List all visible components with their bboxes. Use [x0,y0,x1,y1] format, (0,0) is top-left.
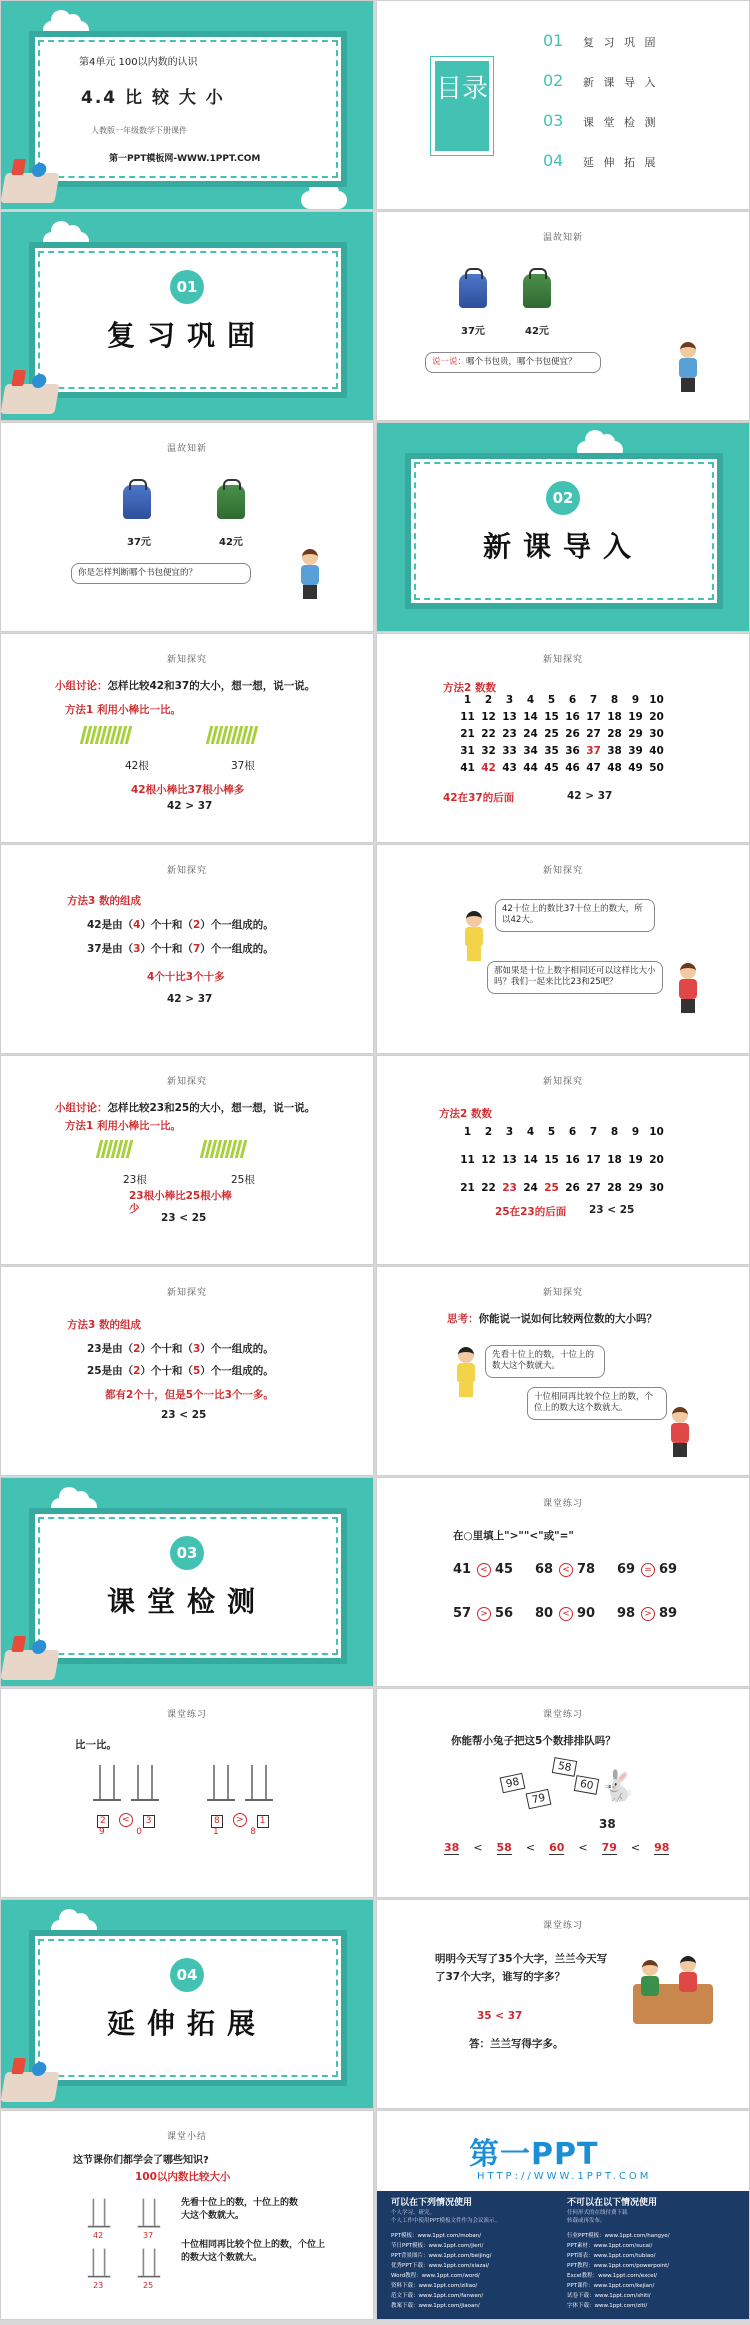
compare-text: 23 < 25 [161,1409,207,1421]
section-slide-04[interactable] [1,1900,373,2108]
toc-number: 02 [543,71,564,90]
section-number: 01 [170,270,204,304]
order-token: 38 [444,1841,460,1854]
grid-cell: 6 [568,694,577,706]
question: 这节课你们都学会了哪些知识? [73,2155,209,2166]
grid-cell: 9 [631,1126,640,1138]
lesson-title: 4.4 比 较 大 小 [81,88,225,108]
book-icon [1,1650,60,1680]
explore-composition-23-25[interactable] [1,1267,373,1475]
credit-link[interactable]: Excel教程：www.1ppt.com/excel/ [567,2273,658,2279]
grid-cell: 13 [502,1154,517,1166]
result-text: 23根小棒比25根小棒少 [129,1190,232,1215]
section-number: 02 [546,481,580,515]
bubble-2: 那如果是十位上数字相同还可以这样比大小吗？我们一起来比比23和25吧？ [487,961,663,994]
order-token: 98 [654,1841,670,1854]
review-slide-2[interactable] [1,423,373,631]
question: 比一比。 [75,1739,117,1751]
compare-text: 42 > 37 [167,800,213,812]
grid-cell: 23 [502,728,517,740]
grid-cell: 32 [481,745,496,757]
sticks-42 [81,726,131,746]
order-token: < [525,1841,536,1854]
answer: 答：兰兰写得字多。 [469,2038,564,2050]
discuss-text: 怎样比较23和25的大小，想一想，说一说。 [107,1102,316,1114]
green-bag-icon [217,485,245,519]
bubble-1: 42十位上的数比37十位上的数大，所以42大。 [495,899,655,932]
slide-header: 课堂练习 [542,1499,583,1509]
discuss-line [55,1100,315,1115]
slide-header: 课堂小结 [166,2132,207,2142]
discuss-label: 小组讨论： [55,1102,108,1114]
number-card[interactable]: 60 [574,1775,600,1795]
credit-link[interactable]: 教案下载：www.1ppt.com/jiaoan/ [391,2303,480,2309]
grid-cell: 15 [544,711,559,723]
abacus-label: 23 [93,2281,104,2290]
grid-cell: 6 [568,1126,577,1138]
grid-cell: 17 [586,711,601,723]
grid-cell: 28 [607,1182,622,1194]
think-text: 你能说一说如何比较两位数的大小吗？ [478,1313,657,1325]
grid-cell: 36 [565,745,580,757]
book-icon [1,173,60,203]
compare-left: 69 [617,1562,636,1577]
grid-cell: 20 [649,1154,664,1166]
girl-icon [455,1347,477,1397]
grid-cell: 25 [544,728,559,740]
number-card[interactable]: 98 [500,1773,526,1794]
order-answer [437,1841,676,1854]
slide-header: 温故知新 [166,444,207,454]
explore-sticks-23-25[interactable] [1,1056,373,1264]
explore-count-23-25[interactable] [377,1056,749,1264]
compare-op-circle[interactable]: < [477,1563,491,1577]
section-number: 03 [170,1536,204,1570]
compare-right: 90 [577,1606,596,1621]
compare-left: 41 [453,1562,472,1577]
toc-badge: 目录 [431,57,493,155]
method-label: 方法1 利用小棒比一比。 [65,1120,181,1132]
bubble-2: 十位相同再比较个位上的数，个位上的数大这个数就大。 [527,1387,667,1420]
credit-link[interactable]: 优秀PPT下载：www.1ppt.com/xiazai/ [391,2263,490,2269]
slide-header: 新知探究 [166,655,207,665]
section-number: 04 [170,1958,204,1992]
abacus-label: 25 [143,2281,154,2290]
grid-cell: 18 [607,1154,622,1166]
grid-cell: 41 [460,762,475,774]
compare-text: 23 < 25 [161,1212,207,1224]
grid-cell: 35 [544,745,559,757]
credit-link[interactable]: PPT课件：www.1ppt.com/kejian/ [567,2283,655,2289]
toc-item-label[interactable]: 复 习 巩 固 [583,36,659,49]
grid-cell: 46 [565,762,580,774]
sticks-37 [207,726,257,746]
grid-cell: 11 [460,1154,475,1166]
slide-header: 温故知新 [542,233,583,243]
toc-number: 01 [543,31,564,50]
order-token: < [473,1841,483,1854]
compare-right: 69 [659,1562,678,1577]
price-b: 42元 [525,326,549,337]
discuss-label: 小组讨论： [55,680,108,692]
question-bubble [425,352,601,373]
grid-cell: 8 [610,1126,619,1138]
grid-cell: 29 [628,728,643,740]
toc-number: 03 [543,111,564,130]
grid-cell: 23 [502,1182,517,1194]
grid-cell: 34 [523,745,538,757]
grid-cell: 10 [649,1126,664,1138]
compare-right: 78 [577,1562,596,1577]
grid-cell: 25 [544,1182,559,1194]
practice-compare[interactable] [377,1478,749,1686]
section-slide-02[interactable] [377,423,749,631]
brand-logo: 第一PPT [469,2137,599,2172]
practice-order[interactable] [377,1689,749,1897]
section-title: 课堂检测 [106,1585,267,1618]
grid-cell: 27 [586,728,601,740]
compare-op-circle[interactable]: > [477,1607,491,1621]
compare-right: 56 [495,1606,514,1621]
explore-count-42-37[interactable] [377,634,749,842]
question-text: 哪个书包贵，哪个书包便宜？ [466,357,577,367]
grid-cell: 24 [523,1182,538,1194]
grid-cell: 39 [628,745,643,757]
explore-sticks-42-37[interactable] [1,634,373,842]
grid-cell: 11 [460,711,475,723]
grid-row [457,694,667,711]
slide-header: 课堂练习 [166,1710,207,1720]
grid-cell: 16 [565,1154,580,1166]
abacus-icon [93,1765,121,1801]
practice-abacus[interactable] [1,1689,373,1897]
boy-icon [299,549,321,599]
compare-left: 57 [453,1606,472,1621]
grid-cell: 19 [628,711,643,723]
think-line [447,1311,657,1326]
title-slide[interactable] [1,1,373,209]
method-label: 方法2 数数 [443,682,496,694]
grid-cell: 38 [607,745,622,757]
abacus-label: 42 [93,2231,104,2240]
forbidden-line: 任何形式的在线付费下载 [567,2210,628,2216]
compare-left: 68 [535,1562,554,1577]
slide-header: 新知探究 [166,1077,207,1087]
credit-link[interactable]: Word教程：www.1ppt.com/word/ [391,2273,480,2279]
slide-header: 新知探究 [542,655,583,665]
allowed-title: 可以在下列情况使用 [391,2198,473,2208]
number-grid [457,694,667,779]
discuss-text: 怎样比较42和37的大小，想一想，说一说。 [107,680,316,692]
grid-cell: 1 [463,694,472,706]
toc-number: 04 [543,151,564,170]
grid-cell: 26 [565,1182,580,1194]
number-card[interactable]: 79 [526,1789,552,1810]
allowed-line: 个人学习、研究。 [391,2210,436,2216]
rabbit-number: 38 [599,1817,616,1831]
section-slide-01[interactable] [1,212,373,420]
compare-text: 42 > 37 [567,790,613,802]
rabbit-icon: 🐇 [599,1769,637,1804]
left-ones: 9 0 [99,1827,142,1837]
credit-link[interactable]: PPT背景图片：www.1ppt.com/beijing/ [391,2253,492,2259]
blue-bag-icon [123,485,151,519]
grid-cell: 47 [586,762,601,774]
toc-slide[interactable] [377,1,749,209]
compare-right: 89 [659,1606,678,1621]
review-slide-1[interactable] [377,212,749,420]
slide-header: 课堂练习 [542,1921,583,1931]
credit-link[interactable]: PPT素材：www.1ppt.com/sucai/ [567,2243,653,2249]
think-label: 思考： [447,1313,479,1325]
method-label: 方法2 数数 [439,1108,492,1120]
explore-dialog-2[interactable] [377,1267,749,1475]
composition-line-1: 23是由（2）个十和（3）个一组成的。 [87,1343,274,1355]
grid-cell: 2 [484,694,493,706]
section-slide-03[interactable] [1,1478,373,1686]
result-text: 42根小棒比37根小棒多 [131,784,245,796]
method-label: 方法1 利用小棒比一比。 [65,704,181,716]
abacus-icon [138,2199,160,2228]
book-icon [1,384,60,414]
toc-item-label[interactable]: 新 课 导 入 [583,76,659,89]
sticks-25 [201,1140,246,1160]
cloud [301,191,347,209]
unit-label: 第4单元 100以内数的认识 [79,57,198,68]
price-a: 37元 [461,326,485,337]
abacus-icon [138,2249,160,2278]
method-label: 方法3 数的组成 [67,895,141,907]
right-compare: 8 > 1 [211,1813,269,1828]
order-token: < [630,1841,641,1854]
slide-header: 新知探究 [542,866,583,876]
grid-cell: 3 [505,1126,514,1138]
grid-cell: 42 [481,762,496,774]
practice-word-problem[interactable] [377,1900,749,2108]
grid-cell: 16 [565,711,580,723]
grid-cell: 21 [460,728,475,740]
boy-icon [639,1960,661,2010]
grid-cell: 5 [547,694,556,706]
prompt-label: 说一说： [432,357,467,367]
grid-cell: 19 [628,1154,643,1166]
grid-cell: 12 [481,1154,496,1166]
grid-cell: 22 [481,728,496,740]
order-token: 58 [496,1841,512,1854]
compare-left: 80 [535,1606,554,1621]
credit-link[interactable]: 资料下载：www.1ppt.com/ziliao/ [391,2283,478,2289]
grid-cell: 7 [589,1126,598,1138]
boy-icon [677,963,699,1013]
publisher-label: 人教版一年级数学下册课件 [91,126,187,135]
grid-cell: 50 [649,762,664,774]
instruction: 在○里填上">""<"或"=" [453,1530,574,1542]
grid-cell: 43 [502,762,517,774]
topic: 100以内数比较大小 [135,2171,231,2183]
slide-header: 新知探究 [166,866,207,876]
green-bag-icon [523,274,551,308]
grid-cell: 40 [649,745,664,757]
credit-link[interactable]: PPT图表：www.1ppt.com/tubiao/ [567,2253,656,2259]
grid-row [457,711,667,728]
grid-cell: 28 [607,728,622,740]
grid-cell: 18 [607,711,622,723]
grid-cell: 14 [523,711,538,723]
grid-cell: 30 [649,1182,664,1194]
grid-cell: 49 [628,762,643,774]
price-b: 42元 [219,537,243,548]
grid-cell: 15 [544,1154,559,1166]
boy-icon [677,342,699,392]
compare-op-circle[interactable]: < [559,1563,573,1577]
girl-icon [463,911,485,961]
section-title: 复习巩固 [106,319,267,352]
result-text: 都有2个十，但是5个一比3个一多。 [105,1389,274,1401]
grid-cell: 45 [544,762,559,774]
order-token: < [578,1841,588,1854]
book-icon [1,2072,60,2102]
grid-cell: 5 [547,1126,556,1138]
abacus-icon [88,2249,110,2278]
right-ones: 1 8 [213,1827,256,1837]
grid-cell: 24 [523,728,538,740]
abacus-icon [245,1765,273,1801]
brand-url: HTTP://WWW.1PPT.COM [477,2171,652,2182]
result-text: 25在23的后面 [495,1206,567,1218]
method-label: 方法3 数的组成 [67,1319,141,1331]
compare-left: 98 [617,1606,636,1621]
girl-icon [677,1956,699,2006]
grid-cell: 22 [481,1182,496,1194]
grid-cell: 4 [526,1126,535,1138]
grid-cell: 37 [586,745,601,757]
composition-line-1: 42是由（4）个十和（2）个一组成的。 [87,919,274,931]
credit-link[interactable]: 范文下载：www.1ppt.com/fanwen/ [391,2293,484,2299]
compare-op-circle[interactable]: = [641,1563,655,1577]
grid-cell: 33 [502,745,517,757]
grid-row [457,1126,667,1154]
explore-dialog-1[interactable] [377,845,749,1053]
grid-row [457,1154,667,1182]
grid-row [457,728,667,745]
grid-cell: 3 [505,694,514,706]
question: 你能帮小兔子把这5个数排排队吗？ [451,1735,616,1747]
grid-row [457,745,667,762]
abacus-icon [88,2199,110,2228]
discuss-line [55,678,315,693]
rule-2: 十位相同再比较个位上的数，个位上的数大这个数就大。 [181,2240,326,2263]
number-card[interactable]: 58 [552,1757,578,1777]
compare-text: 35 < 37 [477,2010,523,2022]
composition-line-2: 25是由（2）个十和（5）个一组成的。 [87,1365,274,1377]
grid-cell: 12 [481,711,496,723]
order-token: 60 [549,1841,565,1854]
site-label: 第一PPT模板网-WWW.1PPT.COM [109,154,261,164]
grid-cell: 48 [607,762,622,774]
compare-op-circle[interactable]: > [641,1607,655,1621]
explore-composition-42-37[interactable] [1,845,373,1053]
grid-cell: 14 [523,1154,538,1166]
left-compare: 2 < 3 [97,1813,155,1828]
credit-link[interactable]: 节日PPT模板：www.1ppt.com/jieri/ [391,2243,484,2249]
slide-header: 课堂练习 [542,1710,583,1720]
grid-row [457,762,667,779]
sticks-23 [97,1140,132,1160]
grid-cell: 26 [565,728,580,740]
grid-cell: 44 [523,762,538,774]
grid-cell: 29 [628,1182,643,1194]
credits-slide[interactable] [377,2111,749,2319]
abacus-label: 37 [143,2231,154,2240]
grid-cell: 7 [589,694,598,706]
composition-line-2: 37是由（3）个十和（7）个一组成的。 [87,943,274,955]
grid-cell: 13 [502,711,517,723]
number-grid [457,1126,667,1210]
slide-header: 新知探究 [166,1288,207,1298]
question: 明明今天写了35个大字，兰兰今天写了37个大字，谁写的字多？ [435,1953,608,1983]
compare-text: 23 < 25 [589,1204,635,1216]
grid-cell: 1 [463,1126,472,1138]
abacus-icon [207,1765,235,1801]
grid-cell: 2 [484,1126,493,1138]
grid-cell: 9 [631,694,640,706]
label-b: 25根 [231,1174,255,1186]
label-b: 37根 [231,760,255,772]
grid-cell: 27 [586,1182,601,1194]
forbidden-title: 不可以在以下情况使用 [567,2198,658,2208]
summary-slide[interactable] [1,2111,373,2319]
price-a: 37元 [127,537,151,548]
label-a: 42根 [125,760,149,772]
credit-link[interactable]: 试卷下载：www.1ppt.com/shiti/ [567,2293,651,2299]
result-text: 42在37的后面 [443,792,515,804]
label-a: 23根 [123,1174,147,1186]
blue-bag-icon [459,274,487,308]
bubble-1: 先看十位上的数，十位上的数大这个数就大。 [485,1345,605,1378]
result-text: 4个十比3个十多 [147,971,225,983]
toc-item-label[interactable]: 课 堂 检 测 [583,116,659,129]
section-title: 新课导入 [482,530,643,563]
compare-op-circle[interactable]: < [559,1607,573,1621]
slide-header: 新知探究 [542,1288,583,1298]
credit-link[interactable]: 字体下载：www.1ppt.com/ziti/ [567,2303,648,2309]
slide-header: 新知探究 [542,1077,583,1087]
grid-cell: 20 [649,711,664,723]
grid-cell: 31 [460,745,475,757]
allowed-line: 个人工作中使用PPT模板文件作为会议演示。 [391,2218,500,2224]
grid-cell: 8 [610,694,619,706]
grid-cell: 10 [649,694,664,706]
grid-cell: 21 [460,1182,475,1194]
compare-right: 45 [495,1562,514,1577]
credit-link[interactable]: 行业PPT模板：www.1ppt.com/hangye/ [567,2233,670,2239]
credit-link[interactable]: PPT模板：www.1ppt.com/moban/ [391,2233,482,2239]
compare-text: 42 > 37 [167,993,213,1005]
section-title: 延伸拓展 [106,2007,267,2040]
toc-item-label[interactable]: 延 伸 拓 展 [583,156,659,169]
grid-cell: 4 [526,694,535,706]
credit-link[interactable]: PPT教程：www.1ppt.com/powerpoint/ [567,2263,670,2269]
grid-cell: 30 [649,728,664,740]
question-bubble: 你是怎样判断哪个书包便宜的？ [71,563,251,584]
grid-cell: 17 [586,1154,601,1166]
rule-1: 先看十位上的数，十位上的数大这个数就大。 [181,2198,299,2221]
forbidden-line: 转载或再发布。 [567,2218,606,2224]
order-token: 79 [601,1841,617,1854]
boy-icon [669,1407,691,1457]
abacus-icon [131,1765,159,1801]
